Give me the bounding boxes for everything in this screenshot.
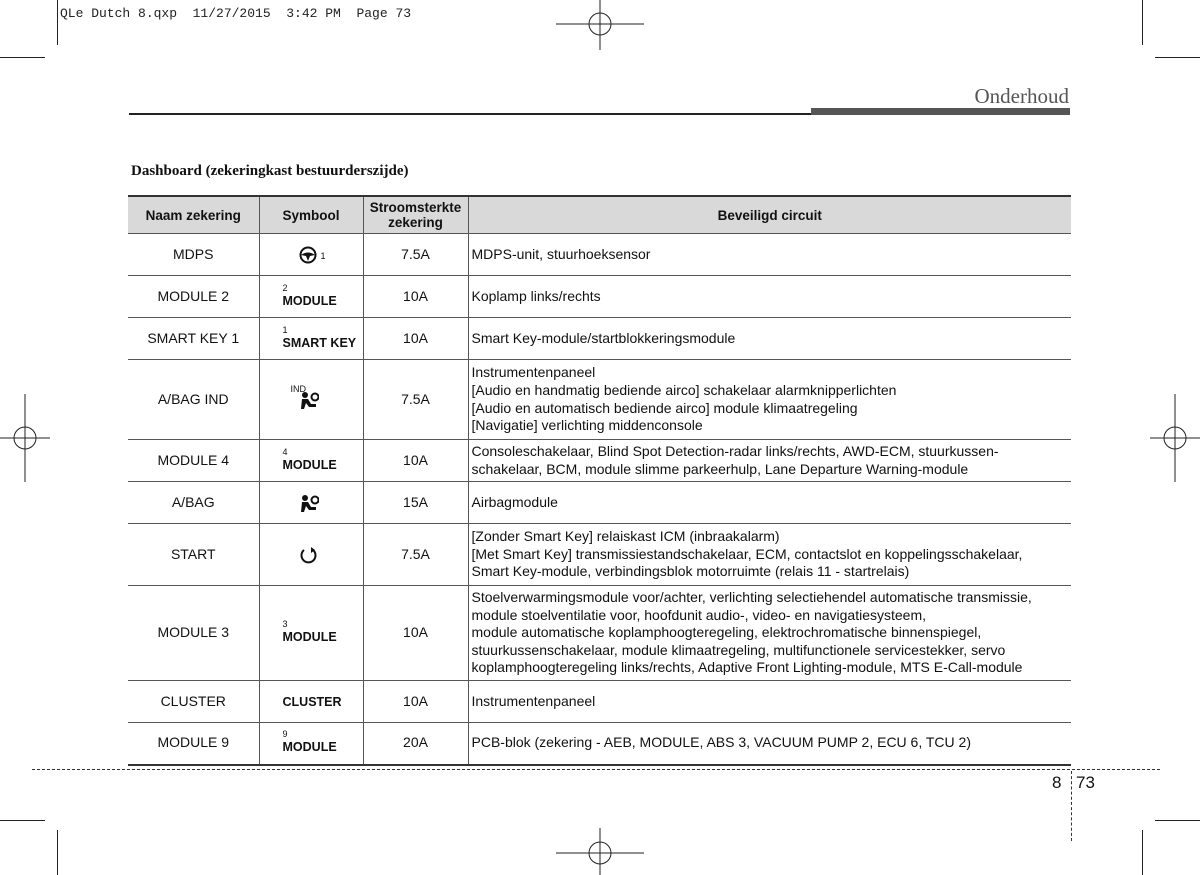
header-rule — [129, 113, 811, 115]
fuse-symbol — [259, 440, 363, 482]
circuit-line: Koplamp links/rechts — [471, 287, 601, 304]
symbol-label: MODULE — [282, 293, 337, 308]
header-fuse-name: Naam zekering — [128, 196, 259, 234]
table-row — [128, 360, 1071, 440]
fuse-name: CLUSTER — [128, 681, 259, 723]
fuse-symbol — [259, 482, 363, 524]
crop-mark — [57, 830, 58, 875]
header-symbol: Symbool — [259, 196, 363, 234]
circuit-line: Instrumentenpaneel — [471, 364, 596, 381]
protected-circuit — [468, 234, 1071, 276]
table-row — [128, 276, 1071, 318]
fuse-name: START — [128, 524, 259, 586]
symbol-superscript: 1 — [320, 250, 326, 261]
circuit-line: [Met Smart Key] transmissiestandschakelaar, ECM, contactslot en koppelingsschakelaar, — [471, 545, 1023, 562]
symbol-superscript: 1 — [282, 324, 288, 335]
circuit-line: koplamphoogteregeling links/rechts, Adaptive Front Lighting-module, MTS E-Call-module — [471, 659, 1023, 676]
table-row — [128, 586, 1071, 681]
symbol-superscript: 2 — [282, 282, 288, 293]
fuse-amperage: 7.5A — [363, 360, 468, 440]
fuse-amperage: 10A — [363, 586, 468, 681]
crop-mark — [1142, 830, 1143, 875]
crop-mark — [57, 0, 58, 45]
fuse-name: A/BAG — [128, 482, 259, 524]
symbol-label: MODULE — [282, 630, 337, 644]
symbol-label: CLUSTER — [282, 694, 342, 709]
circuit-line: schakelaar, BCM, module slimme parkeerhulp, Lane Departure Warning-module — [471, 460, 969, 477]
page-number: 73 — [1076, 773, 1095, 792]
fuse-amperage: 7.5A — [363, 234, 468, 276]
table-row — [128, 318, 1071, 360]
fuse-symbol — [259, 234, 363, 276]
table-title: Dashboard (zekeringkast bestuurderszijde) — [131, 163, 409, 179]
crop-mark — [1155, 57, 1200, 58]
protected-circuit — [468, 586, 1071, 681]
circuit-line: Instrumentenpaneel — [471, 692, 596, 709]
circuit-line: stuurkussenschakelaar, module klimaatregeling, multifunctionele servicestekker, servo — [471, 641, 1006, 658]
fuse-amperage: 20A — [363, 723, 468, 765]
fuse-symbol — [259, 681, 363, 723]
circuit-line: Airbagmodule — [471, 493, 558, 510]
fuse-name: MODULE 2 — [128, 276, 259, 318]
registration-mark-left-icon — [0, 394, 50, 482]
table-row — [128, 723, 1071, 765]
table-row — [128, 440, 1071, 482]
fuse-name: MODULE 3 — [128, 586, 259, 681]
section-title: Onderhoud — [974, 84, 1069, 108]
table-row — [128, 482, 1071, 524]
crop-mark — [1155, 820, 1200, 821]
circuit-line: PCB-blok (zekering - AEB, MODULE, ABS 3, VACUUM PUMP 2, ECU 6, TCU 2) — [471, 734, 971, 751]
symbol-label: SMART KEY — [282, 335, 357, 350]
header-amperage: Stroomsterkte zekering — [363, 196, 468, 234]
fuse-symbol — [259, 318, 363, 360]
header-rule-accent — [811, 108, 1070, 115]
fuse-name: SMART KEY 1 — [128, 318, 259, 360]
footer-dashed-divider — [1071, 771, 1072, 841]
registration-mark-bottom-icon — [556, 828, 644, 875]
symbol-superscript: IND — [290, 383, 306, 394]
fuse-table — [128, 195, 1071, 766]
circuit-line: Smart Key-module, verbindingsblok motorruimte (relais 11 - startrelais) — [471, 563, 910, 580]
fuse-name: MDPS — [128, 234, 259, 276]
fuse-amperage: 7.5A — [363, 524, 468, 586]
footer-dashed-rule — [32, 769, 1160, 770]
circuit-line: [Audio en automatisch bediende airco] module klimaatregeling — [471, 399, 858, 416]
protected-circuit — [468, 440, 1071, 482]
symbol-superscript: 9 — [282, 729, 288, 740]
protected-circuit — [468, 318, 1071, 360]
crop-mark — [1142, 0, 1143, 45]
circuit-line: Stoelverwarmingsmodule voor/achter, verlichting selectiehendel automatische transmissie, — [471, 589, 1032, 606]
fuse-name: MODULE 9 — [128, 723, 259, 765]
fuse-symbol — [259, 723, 363, 765]
circuit-line: MDPS-unit, stuurhoeksensor — [471, 245, 651, 262]
fuse-amperage: 15A — [363, 482, 468, 524]
symbol-label: MODULE — [282, 457, 337, 472]
circuit-line: module automatische koplamphoogteregeling, elektrochromatische binnenspiegel, — [471, 624, 982, 641]
crop-mark — [0, 820, 45, 821]
protected-circuit — [468, 276, 1071, 318]
registration-mark-right-icon — [1150, 394, 1200, 482]
protected-circuit — [468, 723, 1071, 765]
fuse-symbol — [259, 276, 363, 318]
start-arrow-icon — [299, 546, 319, 566]
header-protected-circuit: Beveiligd circuit — [468, 196, 1071, 234]
registration-mark-top-icon — [556, 0, 644, 50]
fuse-symbol — [259, 586, 363, 681]
page-chapter: 8 — [1052, 773, 1062, 792]
circuit-line: [Navigatie] verlichting middenconsole — [471, 417, 703, 434]
table-row — [128, 681, 1071, 723]
protected-circuit — [468, 681, 1071, 723]
circuit-line: Smart Key-module/startblokkeringsmodule — [471, 329, 736, 346]
table-row — [128, 524, 1071, 586]
airbag-icon — [299, 494, 319, 514]
circuit-line: [Zonder Smart Key] relaiskast ICM (inbraakalarm) — [471, 528, 780, 545]
fuse-amperage: 10A — [363, 318, 468, 360]
circuit-line: module stoelventilatie voor, hoofdunit audio-, video- en navigatiesysteem, — [471, 606, 926, 623]
print-slug: QLe Dutch 8.qxp 11/27/2015 3:42 PM Page 73 — [60, 6, 412, 21]
symbol-superscript: 4 — [282, 446, 288, 457]
protected-circuit — [468, 482, 1071, 524]
circuit-line: [Audio en handmatig bediende airco] schakelaar alarmknipperlichten — [471, 381, 897, 398]
steering-wheel-icon — [299, 246, 319, 266]
fuse-name: MODULE 4 — [128, 440, 259, 482]
fuse-amperage: 10A — [363, 681, 468, 723]
airbag-icon — [299, 391, 319, 411]
fuse-symbol — [259, 360, 363, 440]
circuit-line: Consoleschakelaar, Blind Spot Detection-radar links/rechts, AWD-ECM, stuurkussen- — [471, 442, 999, 459]
fuse-symbol — [259, 524, 363, 586]
table-header-row — [128, 196, 1071, 234]
crop-mark — [0, 57, 45, 58]
symbol-label: MODULE — [282, 740, 337, 755]
table-row — [128, 234, 1071, 276]
fuse-name: A/BAG IND — [128, 360, 259, 440]
fuse-amperage: 10A — [363, 440, 468, 482]
protected-circuit — [468, 360, 1071, 440]
fuse-amperage: 10A — [363, 276, 468, 318]
protected-circuit — [468, 524, 1071, 586]
symbol-superscript: 3 — [282, 619, 288, 629]
